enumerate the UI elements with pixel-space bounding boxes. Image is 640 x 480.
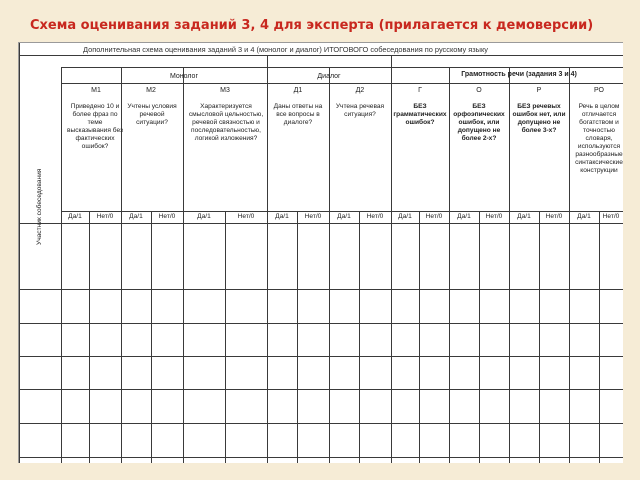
code-o: О: [476, 87, 482, 94]
code-r: Р: [536, 87, 542, 94]
table-vline: [89, 211, 90, 463]
table-hline: [61, 67, 623, 68]
table-vline: [267, 67, 268, 463]
table-vline: [329, 67, 330, 463]
table-vline: [297, 211, 298, 463]
table-hline: [19, 55, 623, 56]
evaluation-sheet: [18, 42, 623, 463]
table-vline: [509, 67, 510, 463]
table-hline: [19, 423, 623, 424]
table-vline: [569, 67, 570, 463]
group-dialog: Диалог: [317, 73, 341, 80]
table-vline: [19, 43, 20, 463]
answer-no-label: Нет/0: [96, 213, 114, 220]
answer-yes-label: Да/1: [398, 213, 412, 220]
table-vline: [449, 67, 450, 463]
slide-title: Схема оценивания заданий 3, 4 для эксперта (прилагается к демоверсии): [30, 18, 594, 33]
sheet-caption: Дополнительная схема оценивания заданий 3 и 4 (монолог и диалог) ИТОГОВОГО собеседования по русскому языку: [83, 45, 488, 54]
criterion-d2: Учтена речевая ситуация?: [335, 103, 385, 118]
criterion-g: БЕЗ грамматических ошибок?: [393, 103, 447, 126]
answer-no-label: Нет/0: [366, 213, 384, 220]
criterion-o: БЕЗ орфоэпических ошибок, или допущено не более 2-х?: [453, 103, 505, 142]
answer-yes-label: Да/1: [457, 213, 471, 220]
table-vline: [391, 67, 392, 463]
participant-column-header: [22, 95, 62, 255]
group-literacy: Грамотность речи (задания 3 и 4): [461, 71, 577, 78]
table-vline: [539, 211, 540, 463]
answer-no-label: Нет/0: [158, 213, 176, 220]
answer-no-label: Нет/0: [485, 213, 503, 220]
table-vline: [151, 211, 152, 463]
group-monolog: Монолог: [169, 73, 199, 80]
code-ro: РО: [594, 87, 604, 94]
table-hline: [19, 289, 623, 290]
answer-yes-label: Да/1: [275, 213, 289, 220]
criterion-d1: Даны ответы на все вопросы в диалоге?: [273, 103, 323, 126]
participant-label: Участник собеседования: [36, 168, 43, 245]
table-hline: [19, 389, 623, 390]
table-vline: [391, 55, 392, 67]
answer-yes-label: Да/1: [577, 213, 591, 220]
criterion-r: БЕЗ речевых ошибок нет, или допущено не более 3-х?: [512, 103, 566, 134]
answer-yes-label: Да/1: [129, 213, 143, 220]
criterion-m2: Учтены условия речевой ситуации?: [127, 103, 177, 126]
code-m2: М2: [146, 87, 156, 94]
table-vline: [183, 67, 184, 463]
table-hline: [61, 83, 623, 84]
answer-yes-label: Да/1: [517, 213, 531, 220]
criterion-m3: Характеризуется смысловой цельностью, речевой связностью и последовательностью, логикой изложения?: [188, 103, 264, 142]
table-vline: [479, 211, 480, 463]
table-hline: [19, 457, 623, 458]
answer-yes-label: Да/1: [337, 213, 351, 220]
answer-no-label: Нет/0: [425, 213, 443, 220]
table-vline: [359, 211, 360, 463]
criterion-ro: Речь в целом отличается богатством и точностью словаря, используются разнообразные синтаксические конструкции: [575, 103, 623, 174]
code-g: Г: [418, 87, 422, 94]
answer-no-label: Нет/0: [304, 213, 322, 220]
table-hline: [19, 356, 623, 357]
answer-yes-label: Да/1: [68, 213, 82, 220]
answer-yes-label: Да/1: [197, 213, 211, 220]
code-d2: Д2: [355, 87, 365, 94]
table-vline: [599, 211, 600, 463]
table-hline: [19, 323, 623, 324]
table-hline: [19, 223, 623, 224]
answer-no-label: Нет/0: [237, 213, 255, 220]
criterion-m1: Приведено 10 и более фраз по теме высказывания без фактических ошибок?: [67, 103, 123, 150]
code-d1: Д1: [293, 87, 303, 94]
table-vline: [419, 211, 420, 463]
table-vline: [267, 55, 268, 83]
answer-no-label: Нет/0: [545, 213, 563, 220]
table-vline: [225, 211, 226, 463]
code-m3: М3: [220, 87, 230, 94]
answer-no-label: Нет/0: [602, 213, 620, 220]
code-m1: М1: [91, 87, 101, 94]
